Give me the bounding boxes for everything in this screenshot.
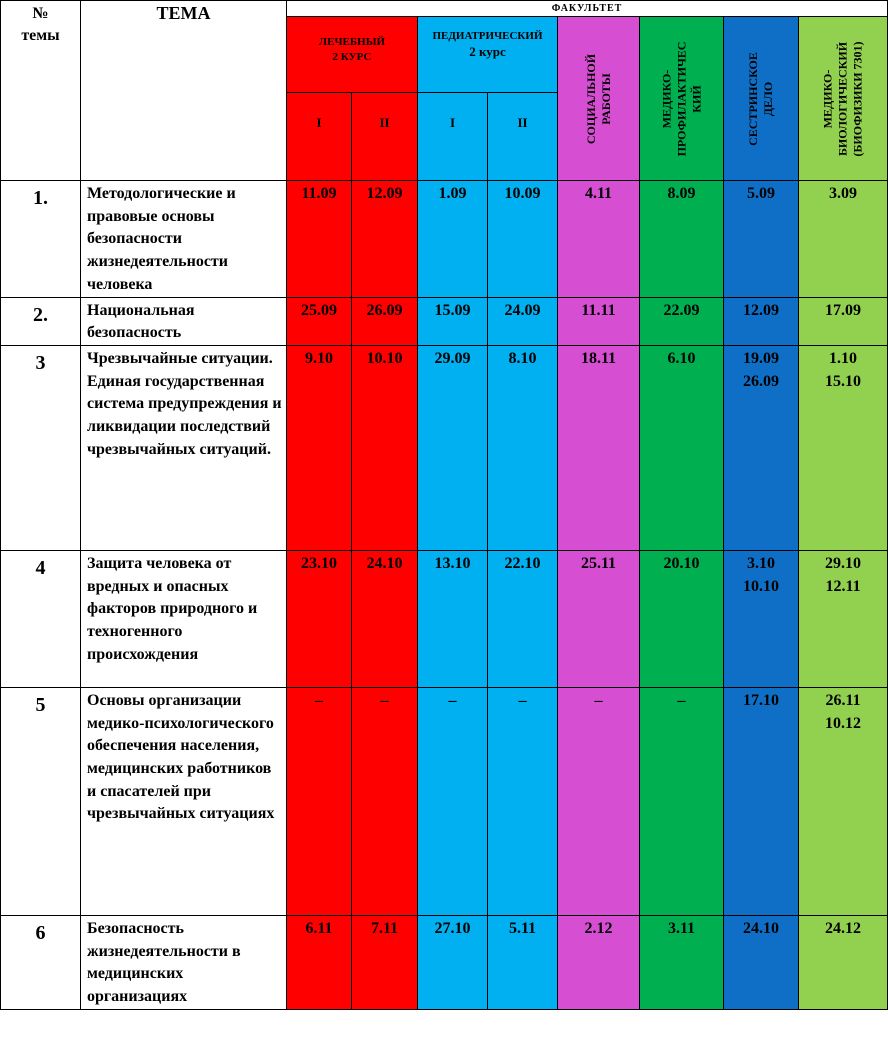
date-lechebny-1: – xyxy=(287,687,352,915)
date-medprof: 8.09 xyxy=(640,181,724,298)
date-pediatric-1: 13.10 xyxy=(418,550,488,687)
nursing-name-line2: ДЕЛО xyxy=(761,81,775,116)
nursing-name-line1: СЕСТРИНСКОЕ xyxy=(746,51,760,146)
lechebny-sub-1: I xyxy=(287,93,352,181)
row-topic: Основы организации медико-психологического обеспечения населения, медицинских работников и спасателей при чрезвычайных ситуациях xyxy=(81,687,287,915)
date-social: 11.11 xyxy=(558,297,640,345)
lechebny-sub-2: II xyxy=(352,93,418,181)
date-social: – xyxy=(558,687,640,915)
date-social: 18.11 xyxy=(558,345,640,550)
medbio-name-line3: (БИОФИЗИКИ 7301) xyxy=(850,40,865,157)
header-faculty-nursing xyxy=(724,17,799,181)
table-row xyxy=(1,297,888,345)
row-number: 1. xyxy=(1,181,81,298)
social-name-line2: РАБОТЫ xyxy=(598,72,613,125)
date-medbio: 29.10 12.11 xyxy=(799,550,888,687)
table-row xyxy=(1,915,888,1009)
date-medbio: 3.09 xyxy=(799,181,888,298)
pediatric-sub-2: II xyxy=(488,93,558,181)
row-number: 6 xyxy=(1,915,81,1009)
date-medbio: 24.12 xyxy=(799,915,888,1009)
table-row xyxy=(1,181,888,298)
header-num-word: темы xyxy=(21,27,60,44)
date-lechebny-1: 6.11 xyxy=(287,915,352,1009)
row-topic: Методологические и правовые основы безопасности жизнедеятельности человека xyxy=(81,181,287,298)
date-medprof: – xyxy=(640,687,724,915)
date-nursing: 17.10 xyxy=(724,687,799,915)
lechebny-course: 2 КУРС xyxy=(332,51,372,63)
header-topic: ТЕМА xyxy=(81,1,287,181)
date-lechebny-2: 24.10 xyxy=(352,550,418,687)
date-pediatric-2: 24.09 xyxy=(488,297,558,345)
date-pediatric-2: – xyxy=(488,687,558,915)
date-nursing: 5.09 xyxy=(724,181,799,298)
date-medprof: 6.10 xyxy=(640,345,724,550)
header-faculty-medprof xyxy=(640,17,724,181)
table-row xyxy=(1,345,888,550)
header-num-symbol: № xyxy=(32,5,49,22)
date-social: 25.11 xyxy=(558,550,640,687)
medprof-name-line3: КИЙ xyxy=(689,84,703,113)
pediatric-sub-1: I xyxy=(418,93,488,181)
date-lechebny-1: 9.10 xyxy=(287,345,352,550)
lechebny-name: ЛЕЧЕБНЫЙ xyxy=(318,36,386,48)
date-pediatric-1: 29.09 xyxy=(418,345,488,550)
date-nursing: 24.10 xyxy=(724,915,799,1009)
date-social: 2.12 xyxy=(558,915,640,1009)
date-pediatric-2: 8.10 xyxy=(488,345,558,550)
row-number: 5 xyxy=(1,687,81,915)
date-lechebny-1: 25.09 xyxy=(287,297,352,345)
date-pediatric-1: 27.10 xyxy=(418,915,488,1009)
row-topic: Безопасность жизнедеятельности в медицинских организациях xyxy=(81,915,287,1009)
date-nursing: 12.09 xyxy=(724,297,799,345)
row-number: 3 xyxy=(1,345,81,550)
medprof-name-line1: МЕДИКО- xyxy=(659,69,673,128)
date-lechebny-2: 10.10 xyxy=(352,345,418,550)
header-topic-number xyxy=(1,1,81,181)
pediatric-course: 2 курс xyxy=(469,44,506,59)
date-pediatric-2: 10.09 xyxy=(488,181,558,298)
date-nursing: 3.10 10.10 xyxy=(724,550,799,687)
header-faculty: ФАКУЛЬТЕТ xyxy=(287,1,888,17)
date-medprof: 22.09 xyxy=(640,297,724,345)
table-row xyxy=(1,550,888,687)
date-medbio: 1.10 15.10 xyxy=(799,345,888,550)
date-lechebny-2: 12.09 xyxy=(352,181,418,298)
date-pediatric-1: 1.09 xyxy=(418,181,488,298)
date-lechebny-2: 26.09 xyxy=(352,297,418,345)
row-topic: Чрезвычайные ситуации. Единая государственная система предупреждения и ликвидации последствий чрезвычайных ситуаций. xyxy=(81,345,287,550)
row-topic: Защита человека от вредных и опасных факторов природного и техногенного происхождения xyxy=(81,550,287,687)
header-faculty-medbio xyxy=(799,17,888,181)
date-medbio: 26.11 10.12 xyxy=(799,687,888,915)
header-faculty-lechebny xyxy=(287,17,418,93)
date-pediatric-1: 15.09 xyxy=(418,297,488,345)
date-social: 4.11 xyxy=(558,181,640,298)
date-lechebny-2: – xyxy=(352,687,418,915)
date-medprof: 3.11 xyxy=(640,915,724,1009)
header-faculty-pediatric xyxy=(418,17,558,93)
date-medprof: 20.10 xyxy=(640,550,724,687)
social-name-line1: СОЦИАЛЬНОЙ xyxy=(583,53,598,144)
medprof-name-line2: ПРОФИЛАКТИЧЕС xyxy=(674,41,688,156)
date-lechebny-1: 11.09 xyxy=(287,181,352,298)
date-lechebny-2: 7.11 xyxy=(352,915,418,1009)
medbio-name-line1: МЕДИКО- xyxy=(820,69,835,128)
medbio-name-line2: БИОЛОГИЧЕСКИЙ xyxy=(835,41,850,156)
row-number: 2. xyxy=(1,297,81,345)
date-nursing: 19.09 26.09 xyxy=(724,345,799,550)
header-faculty-social xyxy=(558,17,640,181)
row-number: 4 xyxy=(1,550,81,687)
date-pediatric-2: 5.11 xyxy=(488,915,558,1009)
table-row xyxy=(1,687,888,915)
date-pediatric-1: – xyxy=(418,687,488,915)
date-pediatric-2: 22.10 xyxy=(488,550,558,687)
row-topic: Национальная безопасность xyxy=(81,297,287,345)
pediatric-name: ПЕДИАТРИЧЕСКИЙ xyxy=(432,30,543,42)
date-medbio: 17.09 xyxy=(799,297,888,345)
date-lechebny-1: 23.10 xyxy=(287,550,352,687)
